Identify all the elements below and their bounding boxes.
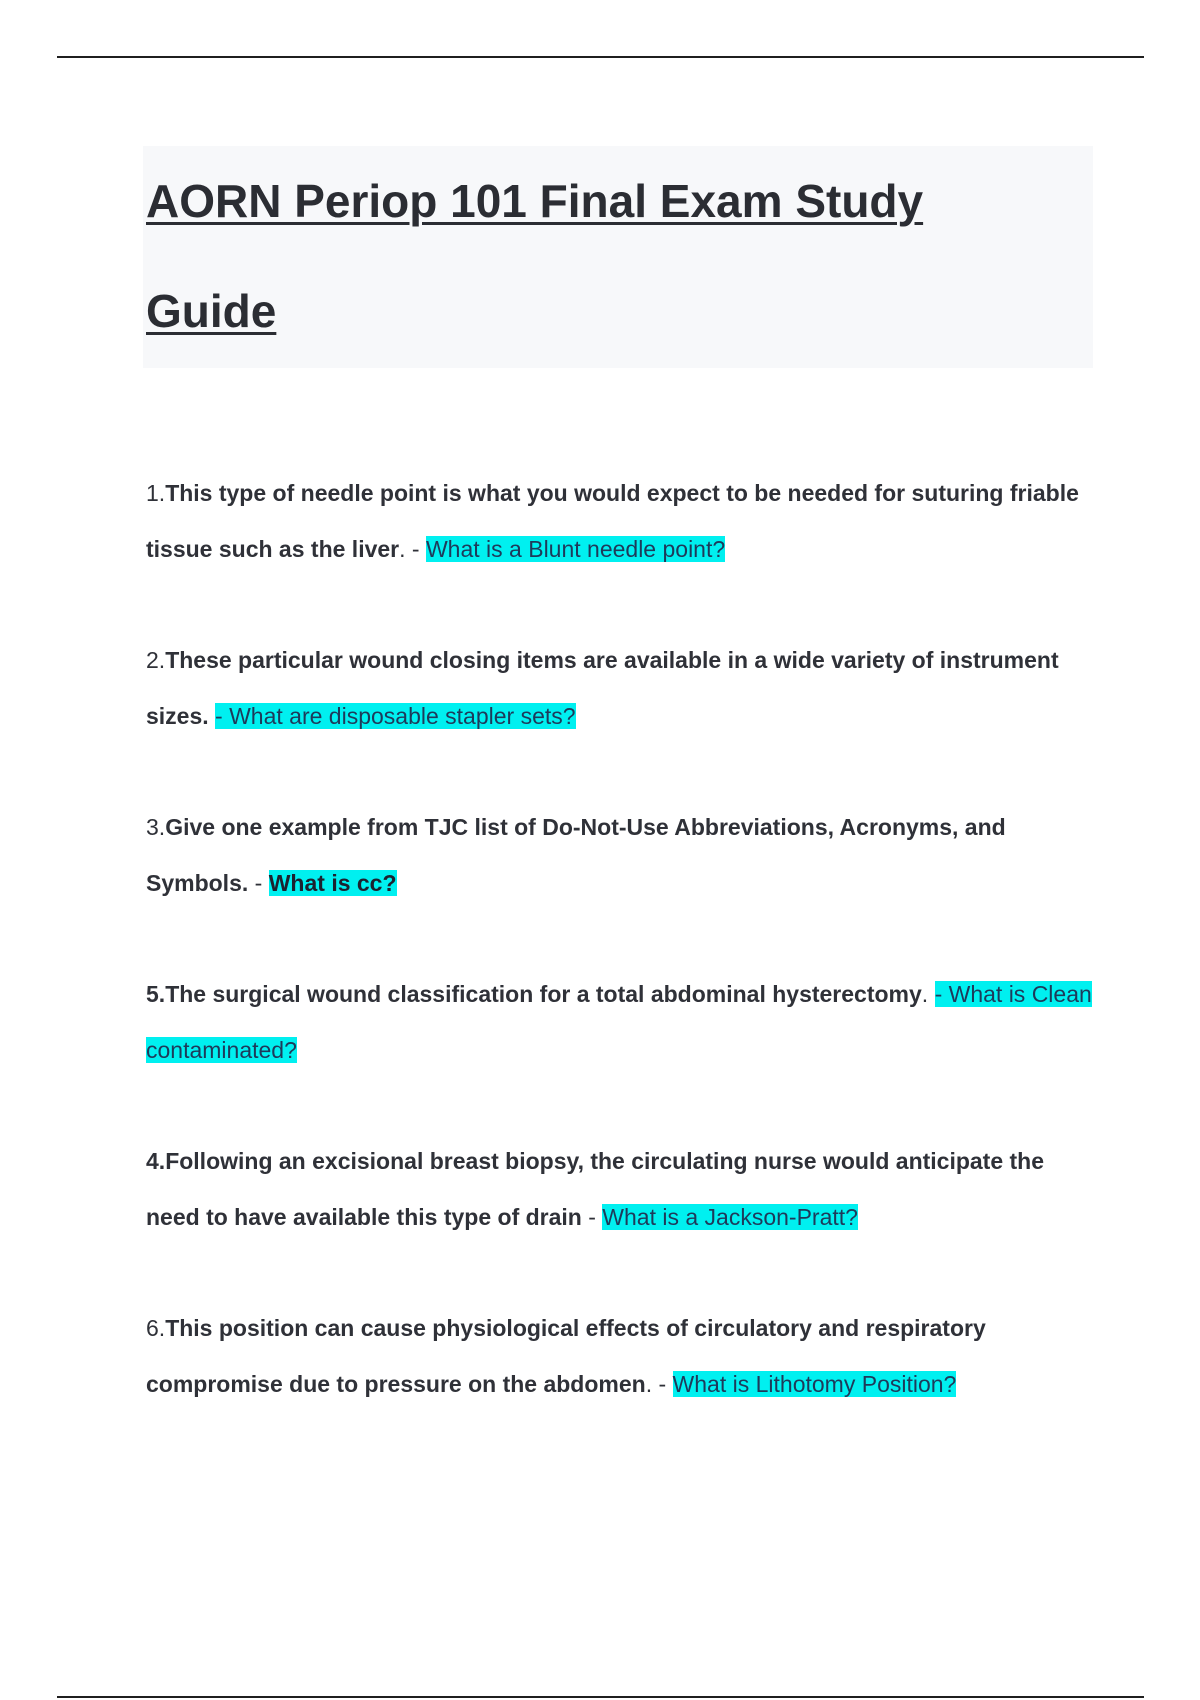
qa-item-5 (146, 1133, 1096, 1245)
answer-highlight: What is cc? (268, 870, 397, 896)
answer-highlight: What is a Jackson-Pratt? (602, 1204, 858, 1230)
question-number: 5. (146, 981, 166, 1007)
question-text: Give one example from TJC list of Do-Not-Use Abbreviations, Acronyms, and Symbols. (146, 814, 1006, 896)
question-number: 6. (146, 1315, 166, 1341)
document-title: AORN Periop 101 Final Exam Study Guide (146, 175, 924, 337)
top-rule (57, 56, 1144, 58)
qa-item-4 (146, 966, 1096, 1078)
qa-item-2 (146, 632, 1096, 744)
question-number: 3. (146, 814, 166, 840)
answer-highlight: - What are disposable stapler sets? (215, 703, 576, 729)
answer-highlight: - What is Clean contaminated? (146, 981, 1092, 1063)
qa-item-6 (146, 1300, 1096, 1412)
question-separator: - (581, 1204, 603, 1230)
question-text: The surgical wound classification for a total abdominal hysterectomy (165, 981, 922, 1007)
question-text: These particular wound closing items are available in a wide variety of instrument sizes. (146, 647, 1059, 729)
question-list (146, 465, 1096, 1467)
question-text: This position can cause physiological effects of circulatory and respiratory compromise due to pressure on the abdomen (146, 1315, 986, 1397)
qa-item-3 (146, 799, 1096, 911)
answer-highlight: What is Lithotomy Position? (672, 1371, 957, 1397)
question-separator: - (248, 870, 269, 896)
question-number: 1. (146, 480, 166, 506)
question-separator: . - (645, 1371, 673, 1397)
question-separator: . - (399, 536, 426, 562)
answer-highlight: What is a Blunt needle point? (425, 536, 726, 562)
question-text: This type of needle point is what you would expect to be needed for suturing friable tissue such as the liver (146, 480, 1079, 562)
question-separator: . (921, 981, 935, 1007)
bottom-rule (57, 1696, 1144, 1698)
question-text: Following an excisional breast biopsy, the circulating nurse would anticipate the need to have available this type of drain (146, 1148, 1045, 1230)
question-number: 2. (146, 647, 166, 673)
qa-item-1 (146, 465, 1096, 577)
title-block (143, 146, 1093, 368)
question-number: 4. (146, 1148, 166, 1174)
